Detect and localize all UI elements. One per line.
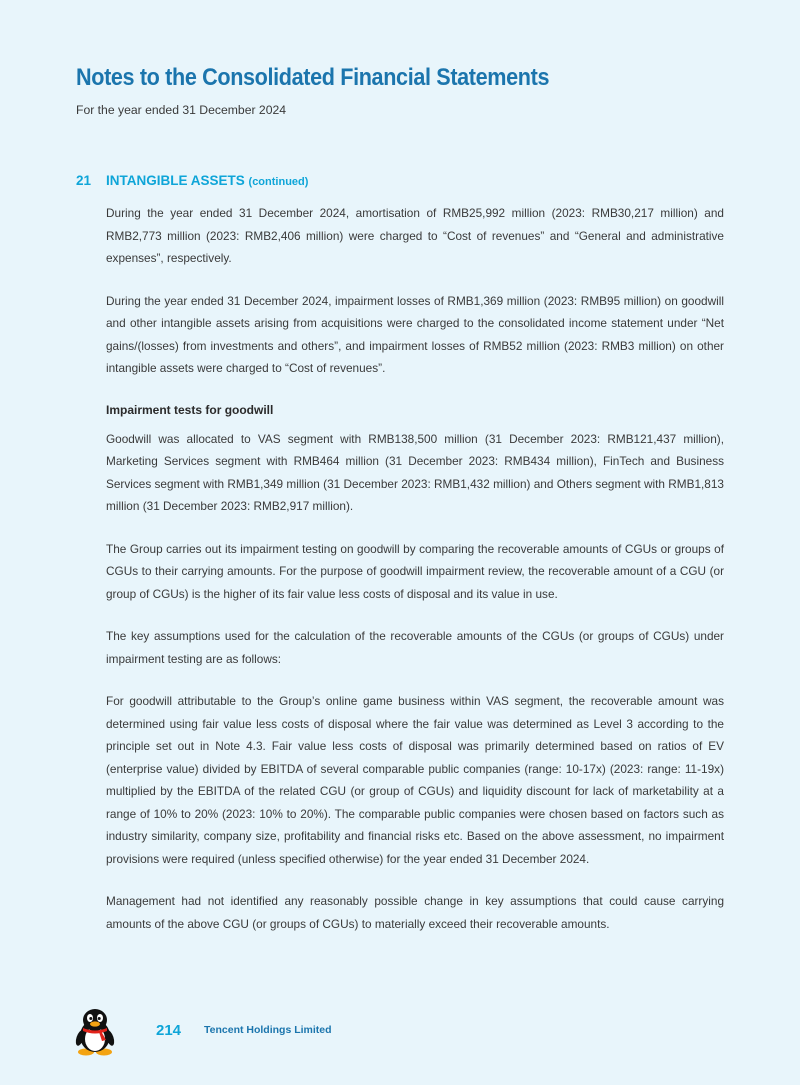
section-body <box>106 202 724 955</box>
paragraph-impairment-losses: During the year ended 31 December 2024, impairment losses of RMB1,369 million (2023: RMB95 million) on goodwill and other intangible assets arising from acquisitions were charged to the consolidated income statement under “Net gains/(losses) from investments and others”, and impairment losses of RMB52 million (2023: RMB3 million) on other intangible assets were charged to “Cost of revenues”. <box>106 293 724 375</box>
subheading-impairment-tests: Impairment tests for goodwill <box>106 402 274 417</box>
section-heading <box>76 173 308 188</box>
penguin-mascot-icon <box>74 1008 116 1056</box>
page-title: Notes to the Consolidated Financial Statements <box>76 64 550 91</box>
section-title: INTANGIBLE ASSETS <box>106 173 245 188</box>
page-number: 214 <box>156 1022 182 1039</box>
paragraph-amortisation: During the year ended 31 December 2024, amortisation of RMB25,992 million (2023: RMB30,217 million) and RMB2,773 million (2023: RMB2,406 million) were charged to “Cost of revenues” and “General and administrative expenses”, respectively. <box>106 206 724 265</box>
section-continued-label: (continued) <box>248 176 309 188</box>
paragraph-goodwill-allocation: Goodwill was allocated to VAS segment with RMB138,500 million (31 December 2023: RMB121,437 million), Marketing Services segment with RMB464 million (31 December 2023: RMB434 million), FinTech and Business Services segment with RMB1,349 million (31 December 2023: RMB1,432 million) and Others segment with RMB1,813 million (31 December 2023: RMB2,917 million). <box>106 431 724 513</box>
section-number: 21 <box>76 173 92 188</box>
paragraph-management-assessment: Management had not identified any reasonably possible change in key assumptions that could cause carrying amounts of the above CGU (or groups of CGUs) to materially exceed their recoverable amounts. <box>106 894 724 931</box>
paragraph-impairment-testing: The Group carries out its impairment testing on goodwill by comparing the recoverable amounts of CGUs or groups of CGUs to their carrying amounts. For the purpose of goodwill impairment review, the recoverable amount of a CGU (or group of CGUs) is the higher of its fair value less costs of disposal and its value in use. <box>106 541 724 601</box>
page-subtitle: For the year ended 31 December 2024 <box>76 103 287 117</box>
company-name: Tencent Holdings Limited <box>204 1024 332 1036</box>
paragraph-online-game-goodwill: For goodwill attributable to the Group’s online game business within VAS segment, the recoverable amount was determined using fair value less costs of disposal where the fair value was determined as Level 3 according to the principle set out in Note 4.3. Fair value less costs of disposal was primarily determined based on ratios of EV (enterprise value) divided by EBITDA of several comparable public companies (range: 10-17x) (2023: range: 11-19x) multiplied by the EBITDA of the related CGU (or group of CGUs) and liquidity discount for lack of marketability at a range of 10% to 20% (2023: 10% to 20%). The comparable public companies were chosen based on factors such as industry similarity, company size, profitability and financial risks etc. Based on the above assessment, no impairment provisions were required (unless specified otherwise) for the year ended 31 December 2024. <box>106 694 724 866</box>
page-footer <box>74 1008 394 1056</box>
paragraph-key-assumptions: The key assumptions used for the calculation of the recoverable amounts of the CGUs (or groups of CGUs) under impairment testing are as follows: <box>106 629 724 666</box>
